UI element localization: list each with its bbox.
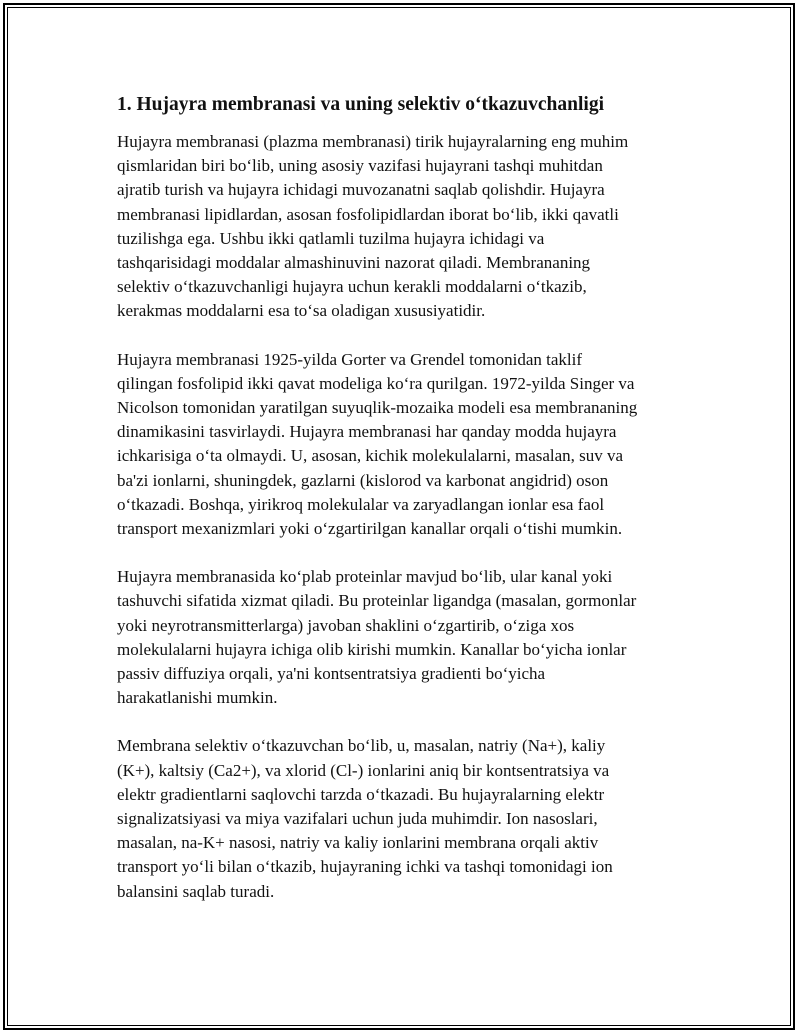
paragraph-line: (K+), kaltsiy (Ca2+), va xlorid (Cl-) ionlarini aniq bir kontsentratsiya va <box>117 760 610 780</box>
paragraph-line: yoki neyrotransmitterlarga) javoban shaklini o‘zgartirib, o‘ziga xos <box>117 615 575 635</box>
paragraph-line: transport mexanizmlari yoki o‘zgartirilgan kanallar orqali o‘tishi mumkin. <box>117 519 623 539</box>
paragraph-line: signalizatsiyasi va miya vazifalari uchun juda muhimdir. Ion nasoslari, <box>117 809 598 829</box>
paragraph-2 <box>117 348 687 542</box>
paragraph-line: dinamikasini tasvirlaydi. Hujayra membranasi har qanday modda hujayra <box>117 422 617 442</box>
paragraph-1 <box>117 130 687 324</box>
paragraph-line: qismlaridan biri bo‘lib, uning asosiy vazifasi hujayrani tashqi muhitdan <box>117 156 603 176</box>
document-body <box>117 92 687 928</box>
paragraph-line: ichkarisiga o‘ta olmaydi. U, asosan, kichik molekulalarni, masalan, suv va <box>117 446 624 466</box>
paragraph-line: tashuvchi sifatida xizmat qiladi. Bu proteinlar ligandga (masalan, gormonlar <box>117 591 637 611</box>
paragraph-line: molekulalarni hujayra ichiga olib kirishi mumkin. Kanallar bo‘yicha ionlar <box>117 639 627 659</box>
paragraph-line: ba'zi ionlarni, shuningdek, gazlarni (kislorod va karbonat angidrid) oson <box>117 470 609 490</box>
paragraph-line: passiv diffuziya orqali, ya'ni kontsentratsiya gradienti bo‘yicha <box>117 664 546 684</box>
paragraph-line: masalan, na-K+ nasosi, natriy va kaliy ionlarini membrana orqali aktiv <box>117 833 599 853</box>
paragraph-line: transport yo‘li bilan o‘tkazib, hujayraning ichki va tashqi tomonidagi ion <box>117 857 613 877</box>
paragraph-line: harakatlanishi mumkin. <box>117 688 278 708</box>
paragraph-line: Nicolson tomonidan yaratilgan suyuqlik-mozaika modeli esa membrananing <box>117 398 638 418</box>
paragraph-line: elektr gradientlarni saqlovchi tarzda o‘tkazadi. Bu hujayralarning elektr <box>117 784 605 804</box>
paragraph-line: tashqarisidagi moddalar almashinuvini nazorat qiladi. Membrananing <box>117 253 591 273</box>
paragraph-line: selektiv o‘tkazuvchanligi hujayra uchun kerakli moddalarni o‘tkazib, <box>117 277 587 297</box>
paragraph-line: ajratib turish va hujayra ichidagi muvozanatni saqlab qolishdir. Hujayra <box>117 180 605 200</box>
paragraph-4 <box>117 734 687 903</box>
paragraph-line: Hujayra membranasi 1925-yilda Gorter va Grendel tomonidan taklif <box>117 349 582 369</box>
paragraph-line: Hujayra membranasi (plazma membranasi) tirik hujayralarning eng muhim <box>117 132 629 151</box>
paragraph-line: Hujayra membranasida ko‘plab proteinlar mavjud bo‘lib, ular kanal yoki <box>117 567 613 587</box>
paragraph-line: balansini saqlab turadi. <box>117 881 275 901</box>
paragraph-line: qilingan fosfolipid ikki qavat modeliga ko‘ra qurilgan. 1972-yilda Singer va <box>117 373 635 393</box>
paragraph-line: tuzilishga ega. Ushbu ikki qatlamli tuzilma hujayra ichidagi va <box>117 228 545 248</box>
paragraph-3 <box>117 565 687 710</box>
section-title: 1. Hujayra membranasi va uning selektiv o‘tkazuvchanligi <box>117 94 604 115</box>
paragraph-line: o‘tkazadi. Boshqa, yirikroq molekulalar va zaryadlangan ionlar esa faol <box>117 494 605 514</box>
paragraph-line: Membrana selektiv o‘tkazuvchan bo‘lib, u, masalan, natriy (Na+), kaliy <box>117 736 606 756</box>
paragraph-line: membranasi lipidlardan, asosan fosfolipidlardan iborat bo‘lib, ikki qavatli <box>117 204 619 224</box>
paragraph-line: kerakmas moddalarni esa to‘sa oladigan xususiyatidir. <box>117 301 486 321</box>
